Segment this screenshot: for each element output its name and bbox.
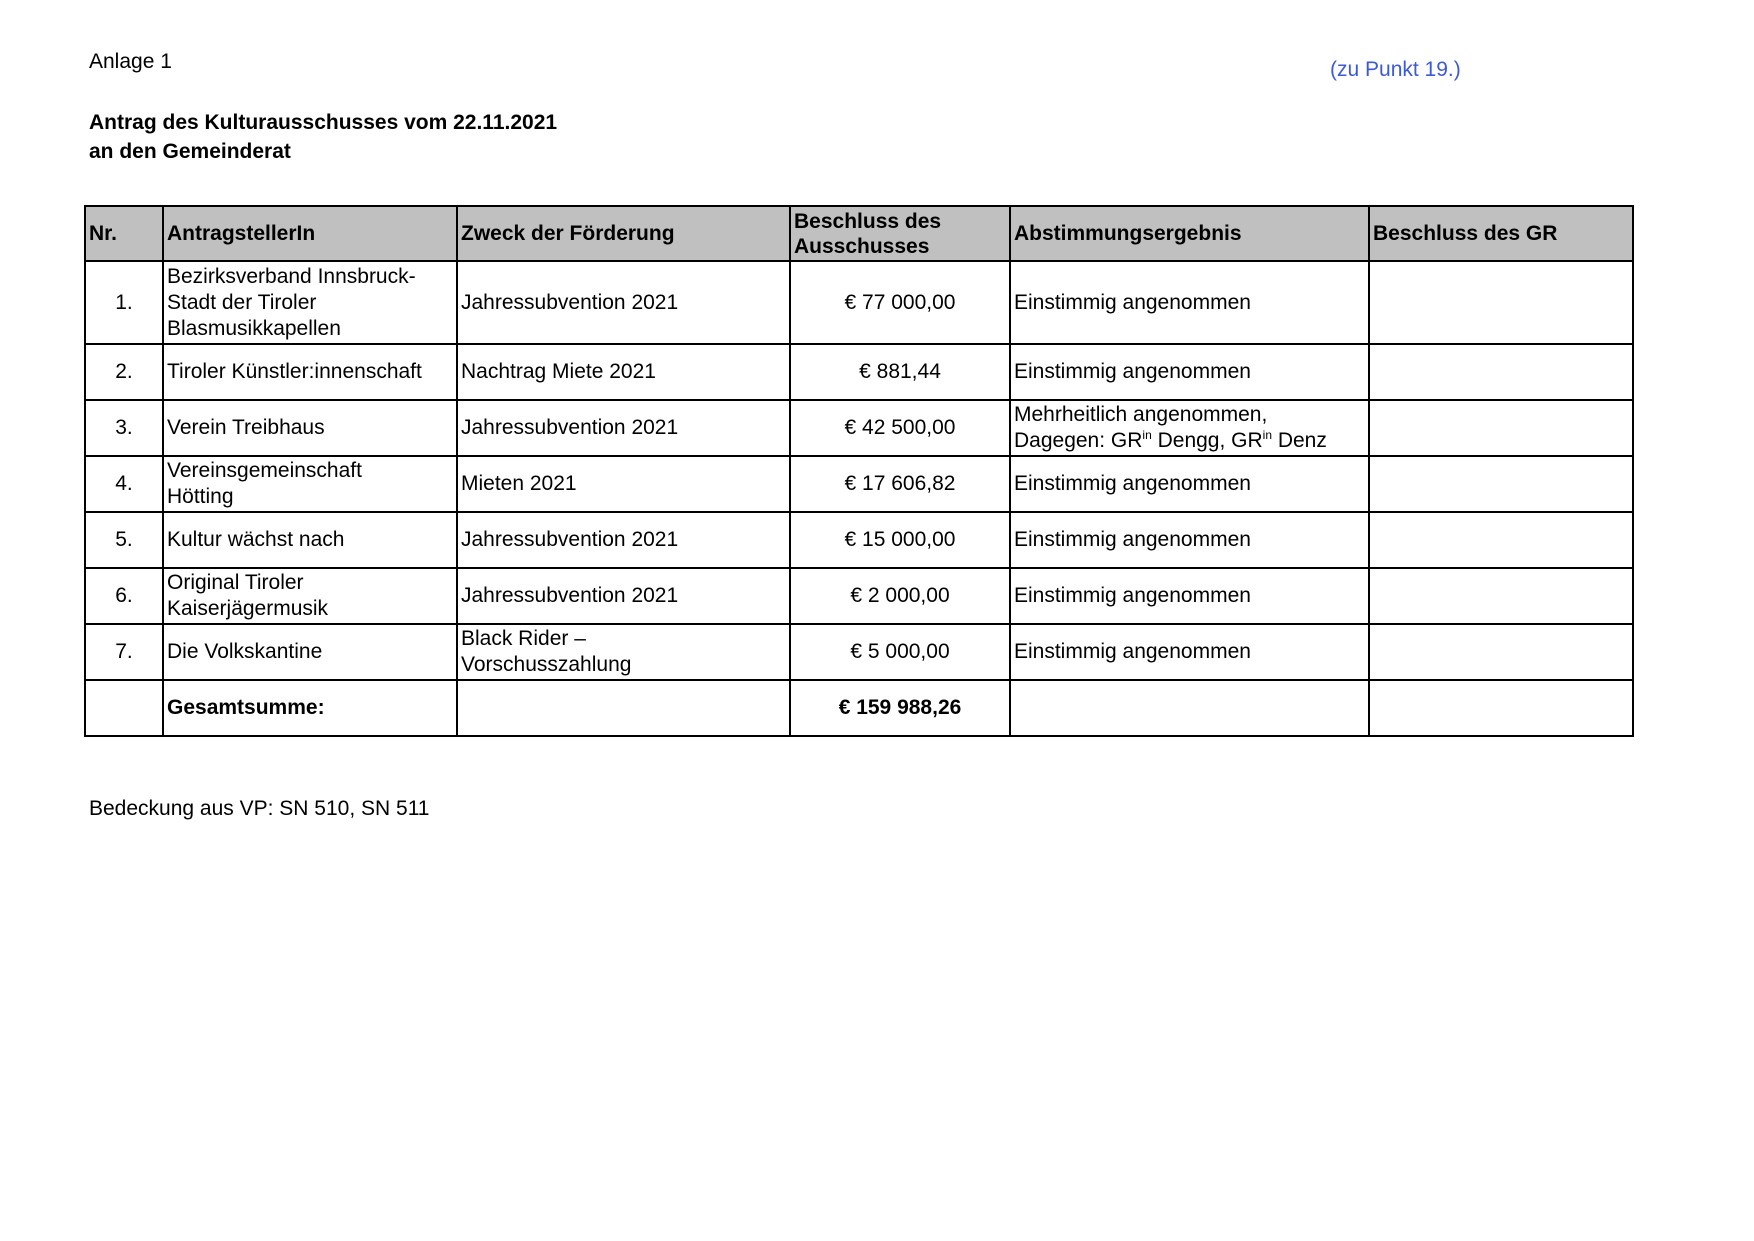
cell-betrag: € 5 000,00: [790, 624, 1010, 680]
anlage-label: Anlage 1: [89, 50, 172, 73]
title-line-1: Antrag des Kulturausschusses vom 22.11.2021: [89, 111, 558, 134]
cell-beschluss-gr: [1369, 400, 1633, 456]
column-header-beschluss-ausschuss: [790, 206, 1010, 261]
cell-antragsteller: Kultur wächst nach: [163, 512, 457, 568]
total-label: Gesamtsumme:: [163, 680, 457, 736]
ergebnis-text: Dagegen: GR: [1014, 429, 1143, 452]
agenda-item-reference: (zu Punkt 19.): [1330, 58, 1461, 81]
cell-antragsteller: [163, 261, 457, 344]
document-title: [89, 108, 557, 166]
cell-ergebnis: Einstimmig angenommen: [1010, 344, 1369, 400]
cell-nr: [85, 680, 163, 736]
cell-antragsteller-line: Stadt der Tiroler: [167, 290, 317, 314]
cell-antragsteller: [163, 456, 457, 512]
cell-ergebnis-line-2: [1014, 428, 1365, 454]
cell-betrag: € 42 500,00: [790, 400, 1010, 456]
total-row: [85, 680, 1633, 736]
cell-antragsteller-line: Hötting: [167, 485, 234, 508]
cell-ergebnis: Einstimmig angenommen: [1010, 624, 1369, 680]
cell-zweck-line: Vorschusszahlung: [461, 653, 632, 676]
cell-antragsteller: Tiroler Künstler:innenschaft: [163, 344, 457, 400]
cell-zweck: Jahressubvention 2021: [457, 512, 790, 568]
column-header-antragsteller: AntragstellerIn: [163, 206, 457, 261]
column-header-nr: Nr.: [85, 206, 163, 261]
column-header-abstimmung: Abstimmungsergebnis: [1010, 206, 1369, 261]
table-row: [85, 261, 1633, 344]
funding-table: [84, 205, 1634, 737]
table-row: [85, 400, 1633, 456]
cell-ergebnis: [1010, 680, 1369, 736]
table-header-row: [85, 206, 1633, 261]
cell-antragsteller: Verein Treibhaus: [163, 400, 457, 456]
cell-zweck: [457, 680, 790, 736]
cell-zweck: Jahressubvention 2021: [457, 568, 790, 624]
cell-ergebnis: Einstimmig angenommen: [1010, 456, 1369, 512]
cell-beschluss-gr: [1369, 456, 1633, 512]
cell-zweck: Nachtrag Miete 2021: [457, 344, 790, 400]
column-header-beschluss-line-2: Ausschusses: [794, 234, 930, 258]
cell-antragsteller-line: Original Tiroler: [167, 571, 304, 594]
cell-ergebnis: Einstimmig angenommen: [1010, 512, 1369, 568]
total-amount: € 159 988,26: [790, 680, 1010, 736]
cell-nr: 6.: [85, 568, 163, 624]
cell-betrag: € 881,44: [790, 344, 1010, 400]
table-row: [85, 456, 1633, 512]
column-header-beschluss-gr: Beschluss des GR: [1369, 206, 1633, 261]
cell-beschluss-gr: [1369, 512, 1633, 568]
column-header-beschluss-line-1: Beschluss des: [794, 209, 942, 233]
cell-beschluss-gr: [1369, 261, 1633, 344]
cell-beschluss-gr: [1369, 568, 1633, 624]
ergebnis-superscript: in: [1262, 428, 1272, 442]
cell-nr: 1.: [85, 261, 163, 344]
cell-antragsteller-line: Blasmusikkapellen: [167, 316, 341, 340]
cell-betrag: € 17 606,82: [790, 456, 1010, 512]
cell-antragsteller-line: Bezirksverband Innsbruck-: [167, 264, 416, 288]
cell-nr: 3.: [85, 400, 163, 456]
ergebnis-text: Dengg, GR: [1151, 429, 1263, 452]
ergebnis-text: Denz: [1272, 429, 1327, 452]
cell-antragsteller-line: Kaiserjägermusik: [167, 597, 329, 620]
table-row: [85, 624, 1633, 680]
cell-antragsteller: [163, 568, 457, 624]
cell-betrag: € 2 000,00: [790, 568, 1010, 624]
cell-zweck: Mieten 2021: [457, 456, 790, 512]
title-line-2: an den Gemeinderat: [89, 140, 291, 163]
table-row: [85, 568, 1633, 624]
cell-zweck: [457, 624, 790, 680]
cell-ergebnis: Einstimmig angenommen: [1010, 261, 1369, 344]
cell-beschluss-gr: [1369, 680, 1633, 736]
cell-antragsteller: Die Volkskantine: [163, 624, 457, 680]
cell-betrag: € 15 000,00: [790, 512, 1010, 568]
cell-betrag: € 77 000,00: [790, 261, 1010, 344]
ergebnis-superscript: in: [1142, 428, 1152, 442]
column-header-zweck: Zweck der Förderung: [457, 206, 790, 261]
cell-ergebnis-line-1: Mehrheitlich angenommen,: [1014, 403, 1268, 426]
funding-coverage-note: Bedeckung aus VP: SN 510, SN 511: [89, 797, 430, 820]
cell-ergebnis: Einstimmig angenommen: [1010, 568, 1369, 624]
table-row: [85, 512, 1633, 568]
cell-zweck-line: Black Rider –: [461, 627, 586, 650]
cell-zweck: Jahressubvention 2021: [457, 400, 790, 456]
cell-nr: 4.: [85, 456, 163, 512]
cell-nr: 2.: [85, 344, 163, 400]
cell-antragsteller-line: Vereinsgemeinschaft: [167, 459, 362, 482]
cell-nr: 5.: [85, 512, 163, 568]
cell-ergebnis: [1010, 400, 1369, 456]
cell-beschluss-gr: [1369, 344, 1633, 400]
table-row: [85, 344, 1633, 400]
cell-nr: 7.: [85, 624, 163, 680]
cell-beschluss-gr: [1369, 624, 1633, 680]
cell-zweck: Jahressubvention 2021: [457, 261, 790, 344]
